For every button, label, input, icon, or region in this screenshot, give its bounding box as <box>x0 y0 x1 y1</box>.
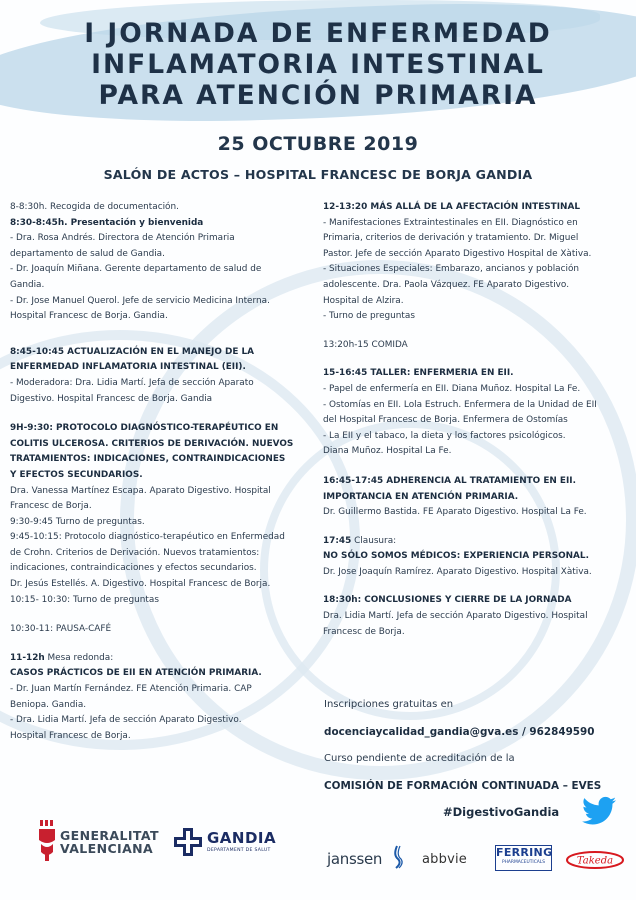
takeda-logo <box>566 851 624 869</box>
session-heading: 8:45-10:45 ACTUALIZACIÓN EN EL MANEJO DE LA <box>10 346 255 357</box>
program-line: 10:15- 10:30: Turno de preguntas <box>10 594 159 605</box>
session-heading: ENFERMEDAD INFLAMATORIA INTESTINAL (EII). <box>10 362 246 373</box>
program-line: de Crohn. Criterios de Derivación. Nuevos tratamientos: <box>10 547 260 558</box>
session-heading: 9H-9:30: PROTOCOLO DIAGNÓSTICO-TERAPÉUTICO EN <box>10 423 279 434</box>
program-line: - Moderadora: Dra. Lidia Martí. Jefa de sección Aparato <box>10 377 254 388</box>
program-line: Digestivo. Hospital Francesc de Borja. Gandia <box>10 393 213 404</box>
session-heading: TRATAMIENTOS: INDICACIONES, CONTRAINDICACIONES <box>10 454 286 465</box>
event-date: 25 OCTUBRE 2019 <box>217 133 419 155</box>
session-heading: NO SÓLO SOMOS MÉDICOS: EXPERIENCIA PERSONAL. <box>323 551 589 562</box>
event-venue: SALÓN DE ACTOS – HOSPITAL FRANCESC DE BORJA GANDIA <box>103 167 533 182</box>
program-line: - Turno de preguntas <box>323 311 415 322</box>
program-line: departamento de salud de Gandia. <box>10 248 165 259</box>
ferring-name: FERRING <box>496 846 553 859</box>
session-heading: 18:30h: CONCLUSIONES Y CIERRE DE LA JORNADA <box>323 595 572 606</box>
program-line: - Papel de enfermería en EII. Diana Muñoz. Hospital La Fe. <box>323 383 581 394</box>
session-round-table <box>10 651 316 745</box>
registration-contact[interactable]: docenciaycalidad_gandia@gva.es / 962849590 <box>324 726 595 738</box>
health-cross-icon <box>174 828 202 856</box>
gandia-subtitle: DEPARTAMENT DE SALUT <box>207 848 271 853</box>
accreditation-note: Curso pendiente de acreditación de la <box>324 753 515 764</box>
program-line: Hospital Francesc de Borja. Gandia. <box>10 311 168 322</box>
session-coffee-break <box>10 622 316 638</box>
gva-line-2: VALENCIANA <box>60 841 154 856</box>
program-line: Dr. Jose Joaquín Ramírez. Aparato Digestivo. Hospital Xàtiva. <box>323 566 592 577</box>
session-heading: 8:30-8:45h. Presentación y bienvenida <box>10 217 204 228</box>
program-line: - Situaciones Especiales: Embarazo, ancianos y población <box>323 264 580 275</box>
program-line: Francesc de Borja. <box>323 626 405 637</box>
janssen-logo: janssen <box>327 850 383 868</box>
title-line-2: INFLAMATORIA INTESTINAL <box>91 49 545 80</box>
program-line: - Dra. Rosa Andrés. Directora de Atención Primaria <box>10 233 235 244</box>
session-nursing-workshop <box>323 366 629 460</box>
twitter-icon[interactable] <box>582 796 616 826</box>
program-line: - Manifestaciones Extraintestinales en EII. Diagnóstico en <box>323 217 578 228</box>
program-line: Gandia. <box>10 279 45 290</box>
session-heading: CASOS PRÁCTICOS DE EII EN ATENCIÓN PRIMARIA. <box>10 668 262 679</box>
program-left-column <box>10 200 316 757</box>
gandia-logo <box>174 828 284 862</box>
program-line: Dr. Guillermo Bastida. FE Aparato Digestivo. Hospital La Fe. <box>323 507 587 518</box>
gandia-name: GANDIA <box>207 829 277 847</box>
registration-info <box>324 696 629 804</box>
program-line: - Dr. Joaquín Miñana. Gerente departamento de salud de <box>10 264 262 275</box>
ferring-subtitle: PHARMACEUTICALS <box>501 860 546 865</box>
title-line-3: PARA ATENCIÓN PRIMARIA <box>98 80 538 111</box>
session-heading: IMPORTANCIA EN ATENCIÓN PRIMARIA. <box>323 491 519 502</box>
program-line: Beniopa. Gandia. <box>10 699 87 710</box>
title-line-1: I JORNADA DE ENFERMEDAD <box>84 18 552 49</box>
accreditation-commission: COMISIÓN DE FORMACIÓN CONTINUADA – EVES <box>324 780 602 792</box>
program-line: indicaciones, contraindicaciones y efectos secundarios. <box>10 563 257 574</box>
program-line: 8-8:30h. Recogida de documentación. <box>10 202 179 212</box>
program-line: Dr. Jesús Estellés. A. Digestivo. Hospital Francesc de Borja. <box>10 579 271 590</box>
session-update-eii <box>10 345 316 407</box>
program-right-column <box>323 200 629 653</box>
session-conclusions <box>323 593 629 640</box>
program-line: 13:20h-15 COMIDA <box>323 339 408 350</box>
session-colitis-protocol <box>10 421 316 608</box>
hashtag[interactable]: #DigestivoGandia <box>443 805 560 819</box>
program-line: Hospital de Alzira. <box>323 295 404 306</box>
program-line: - Dr. Juan Martín Fernández. FE Atención Primaria. CAP <box>10 684 252 695</box>
program-line: Hospital Francesc de Borja. <box>10 730 131 741</box>
program-line: - La EII y el tabaco, la dieta y los factores psicológicos. <box>323 430 566 441</box>
event-title <box>30 18 606 111</box>
program-line: 10:30-11: PAUSA-CAFÉ <box>10 624 112 635</box>
session-lunch <box>323 338 629 354</box>
session-heading: COLITIS ULCEROSA. CRITERIOS DE DERIVACIÓN. NUEVOS <box>10 438 294 449</box>
session-heading: Y EFECTOS SECUNDARIOS. <box>10 469 143 480</box>
program-line: Primaria, criterios de derivación y tratamiento. Dr. Miguel <box>323 233 579 244</box>
session-heading: 12-13:20 MÁS ALLÁ DE LA AFECTACIÓN INTESTINAL <box>323 202 580 212</box>
session-opening <box>10 200 316 325</box>
ferring-logo <box>495 845 552 871</box>
program-line: - Dra. Lidia Martí. Jefa de sección Aparato Digestivo. <box>10 715 242 726</box>
session-closing <box>323 534 629 581</box>
program-line: - Ostomías en EII. Lola Estruch. Enfermera de la Unidad de EII <box>323 399 597 410</box>
program-line: Mesa redonda: <box>44 652 114 663</box>
session-time: 11-12h <box>10 652 45 663</box>
registration-intro: Inscripciones gratuitas en <box>324 699 454 710</box>
program-line: Francesc de Borja. <box>10 501 92 512</box>
abbvie-logo: abbvie <box>422 852 467 867</box>
janssen-mark-icon <box>391 845 405 869</box>
program-line: Dra. Lidia Martí. Jefa de sección Aparato Digestivo. Hospital <box>323 611 588 622</box>
program-line: 9:45-10:15: Protocolo diagnóstico-terapéutico en Enfermedad <box>10 532 285 543</box>
takeda-wordmark: Takeda <box>576 855 614 867</box>
session-time: 17:45 <box>323 535 352 546</box>
gva-crest-icon <box>38 820 56 862</box>
program-line: - Dr. Jose Manuel Querol. Jefe de servicio Medicina Interna. <box>10 295 270 306</box>
program-line: Clausura: <box>351 535 397 546</box>
program-line: 9:30-9:45 Turno de preguntas. <box>10 516 145 527</box>
program-line: Pastor. Jefe de sección Aparato Digestivo Hospital de Xàtiva. <box>323 248 592 259</box>
program-line: Diana Muñoz. Hospital La Fe. <box>323 446 452 457</box>
session-heading: 16:45-17:45 ADHERENCIA AL TRATAMIENTO EN EII. <box>323 475 576 486</box>
program-line: Dra. Vanessa Martínez Escapa. Aparato Digestivo. Hospital <box>10 485 271 496</box>
program-line: adolescente. Dra. Paola Vázquez. FE Aparato Digestivo. <box>323 279 570 290</box>
gva-line-1: GENERALITAT <box>60 828 159 843</box>
session-heading: 15-16:45 TALLER: ENFERMERIA EN EII. <box>323 368 514 379</box>
session-adherence <box>323 474 629 521</box>
session-beyond-intestinal <box>323 200 629 325</box>
program-line: del Hospital Francesc de Borja. Enfermera de Ostomías <box>323 415 568 426</box>
